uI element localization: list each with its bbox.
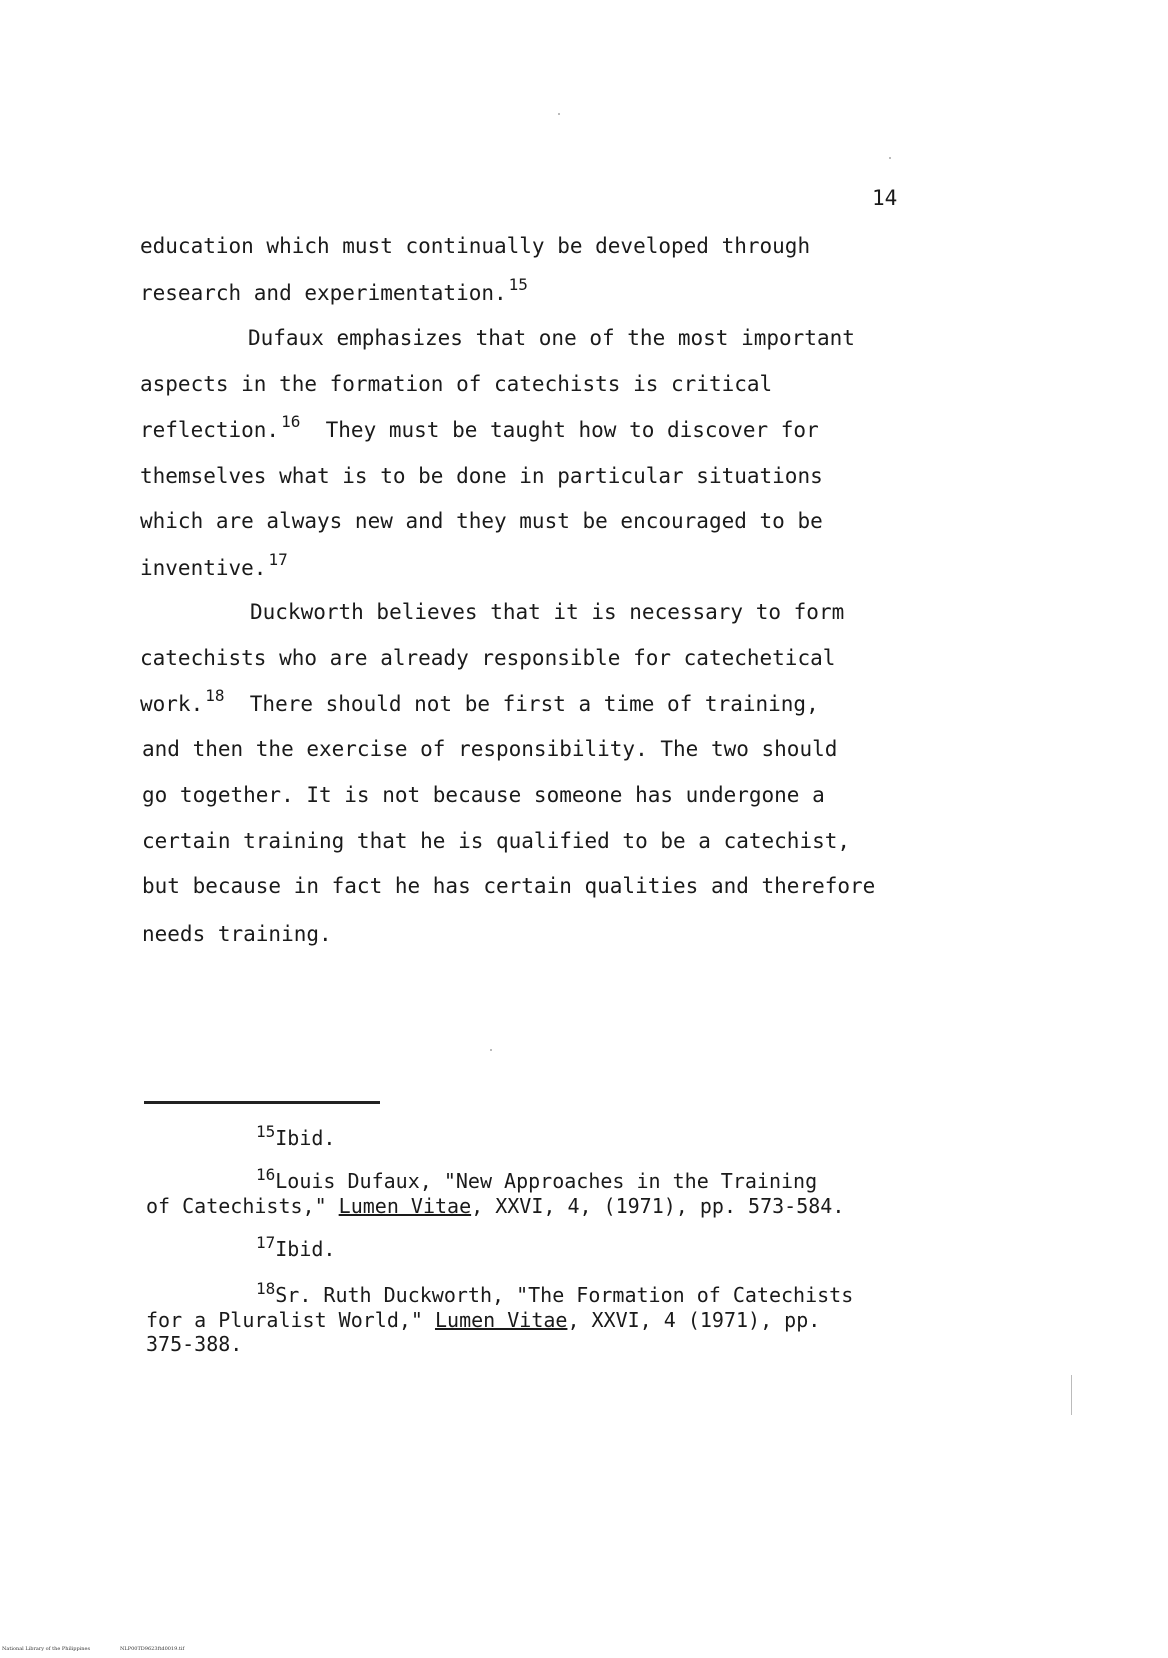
body-line: inventive. $^{17}$ xyxy=(140,550,288,580)
body-line: certain training that he is qualified to be a catechist, xyxy=(142,829,851,853)
body-line: work. $^{18}$ There should not be first a time of training, xyxy=(140,686,819,716)
footnote-ref: 18 xyxy=(205,686,225,705)
footnote-18-cont: for a Pluralist World," Lumen Vitae, XXVI, 4 (1971), pp. xyxy=(146,1308,821,1332)
body-line: Duckworth believes that it is necessary to form xyxy=(250,600,845,624)
footnote-18-cont: 375-388. xyxy=(146,1332,243,1356)
footnote-15: $^{15}$Ibid. xyxy=(256,1122,336,1150)
footnote-number: 16 xyxy=(256,1165,276,1184)
footnote-ref: 15 xyxy=(508,275,528,294)
body-line: reflection. $^{16}$ They must be taught how to discover for xyxy=(140,412,819,442)
footnote-17: $^{17}$Ibid. xyxy=(256,1233,336,1261)
footnote-16-cont: of Catechists," Lumen Vitae, XXVI, 4, (1971), pp. 573-584. xyxy=(146,1194,845,1218)
scan-footer xyxy=(2,1645,184,1653)
body-line: and then the exercise of responsibility. The two should xyxy=(142,737,838,761)
journal-title: Lumen Vitae xyxy=(338,1194,472,1218)
scan-speck xyxy=(889,157,891,159)
body-line: go together. It is not because someone has undergone a xyxy=(142,783,825,807)
body-line: aspects in the formation of catechists is critical xyxy=(140,372,773,396)
page-number: 14 xyxy=(872,186,898,210)
footnote-ref: 16 xyxy=(281,412,301,431)
body-line: research and experimentation. $^{15}$ xyxy=(140,275,528,305)
journal-title: Lumen Vitae xyxy=(434,1308,568,1332)
footnote-number: 15 xyxy=(256,1122,276,1141)
body-line: themselves what is to be done in particular situations xyxy=(140,464,823,488)
footnote-number: 18 xyxy=(256,1279,276,1298)
library-credit: National Library of the Philippines xyxy=(2,1646,91,1652)
body-line: education which must continually be developed through xyxy=(140,234,811,258)
scan-speck xyxy=(490,1049,492,1051)
body-line: Dufaux emphasizes that one of the most important xyxy=(248,326,855,350)
scan-edge-mark xyxy=(1071,1375,1072,1415)
body-line: but because in fact he has certain qualities and therefore xyxy=(142,874,876,898)
body-line: needs training. xyxy=(142,922,332,946)
footnote-18: $^{18}$Sr. Ruth Duckworth, "The Formation of Catechists xyxy=(256,1279,854,1307)
body-line: catechists who are already responsible for catechetical xyxy=(140,646,836,670)
footnote-number: 17 xyxy=(256,1233,276,1252)
body-line: which are always new and they must be encouraged to be xyxy=(140,509,823,533)
file-name: NLP00TD9623ftd0019.tif xyxy=(120,1646,185,1652)
footnote-divider xyxy=(144,1101,380,1104)
scan-speck xyxy=(558,113,560,115)
footnote-16: $^{16}$Louis Dufaux, "New Approaches in the Training xyxy=(256,1165,818,1193)
footnote-ref: 17 xyxy=(268,550,288,569)
